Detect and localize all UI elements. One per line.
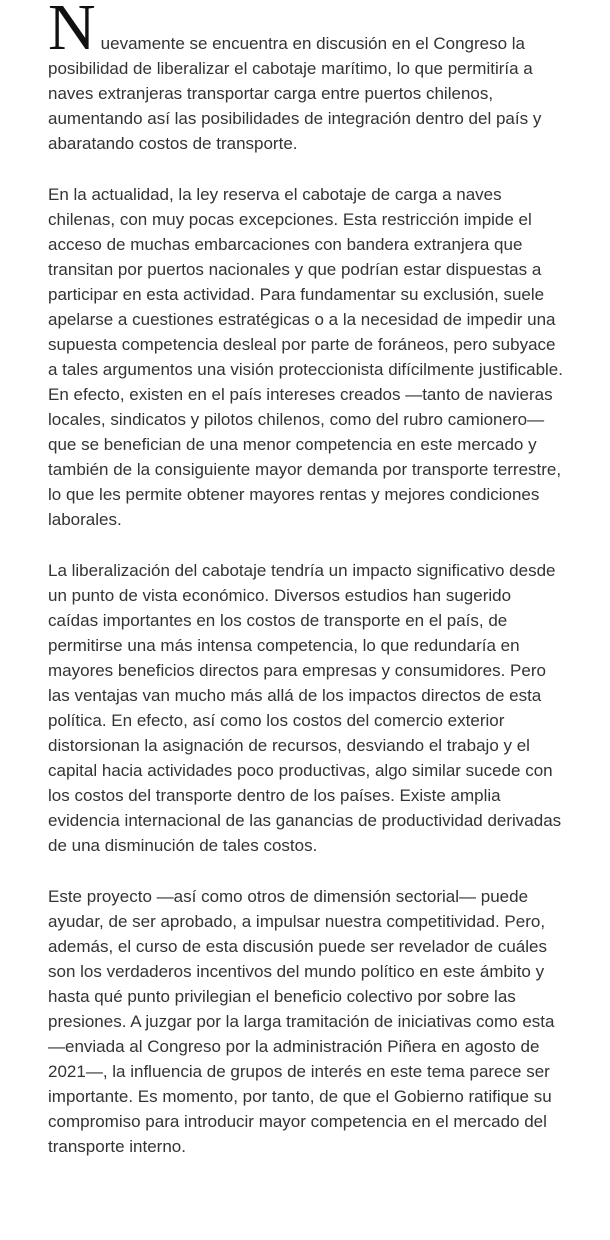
drop-cap-initial: N [48,0,96,64]
article-paragraph: La liberalización del cabotaje tendría un impacto significativo desde un punto de vista económico. Diversos estudios han sugerido caídas importantes en los costos de transporte en el país, de permitirse una más intensa competencia, lo que redundaría en mayores beneficios directos para empresas y consumidores. Pero las ventajas van mucho más allá de los impactos directos de esta política. En efecto, así como los costos del comercio exterior distorsionan la asignación de recursos, desviando el trabajo y el capital hacia actividades poco productivas, algo similar sucede con los costos del transporte dentro de los países. Existe amplia evidencia internacional de las ganancias de productividad derivadas de una disminución de tales costos. [48,561,562,855]
article-paragraph: En la actualidad, la ley reserva el cabotaje de carga a naves chilenas, con muy pocas excepciones. Esta restricción impide el acceso de muchas embarcaciones con bandera extranjera que transitan por puertos nacionales y que podrían estar dispuestas a participar en esta actividad. Para fundamentar su exclusión, suele apelarse a cuestiones estratégicas o a la necesidad de impedir una supuesta competencia desleal por parte de foráneos, pero subyace a tales argumentos una visión proteccionista difícilmente justificable. En efecto, existen en el país intereses creados —tanto de navieras locales, sindicatos y pilotos chilenos, como del rubro camionero— que se benefician de una menor competencia en este mercado y también de la consiguiente mayor demanda por transporte terrestre, lo que les permite obtener mayores rentas y mejores condiciones laborales. [48,185,563,529]
article-body [48,0,565,1159]
article-paragraph [48,0,565,156]
paragraph-text: uevamente se encuentra en discusión en el Congreso la posibilidad de liberalizar el cabotaje marítimo, lo que permitiría a naves extranjeras transportar carga entre puertos chilenos, aumentando así las posibilidades de integración dentro del país y abaratando costos de transporte. [48,34,542,153]
article-paragraph: Este proyecto —así como otros de dimensión sectorial— puede ayudar, de ser aprobado, a impulsar nuestra competitividad. Pero, además, el curso de esta discusión puede ser revelador de cuáles son los verdaderos incentivos del mundo político en este ámbito y hasta qué punto privilegian el beneficio colectivo por sobre las presiones. A juzgar por la larga tramitación de iniciativas como esta —enviada al Congreso por la administración Piñera en agosto de 2021—, la influencia de grupos de interés en este tema parece ser importante. Es momento, por tanto, de que el Gobierno ratifique su compromiso para introducir mayor competencia en el mercado del transporte interno. [48,887,555,1156]
